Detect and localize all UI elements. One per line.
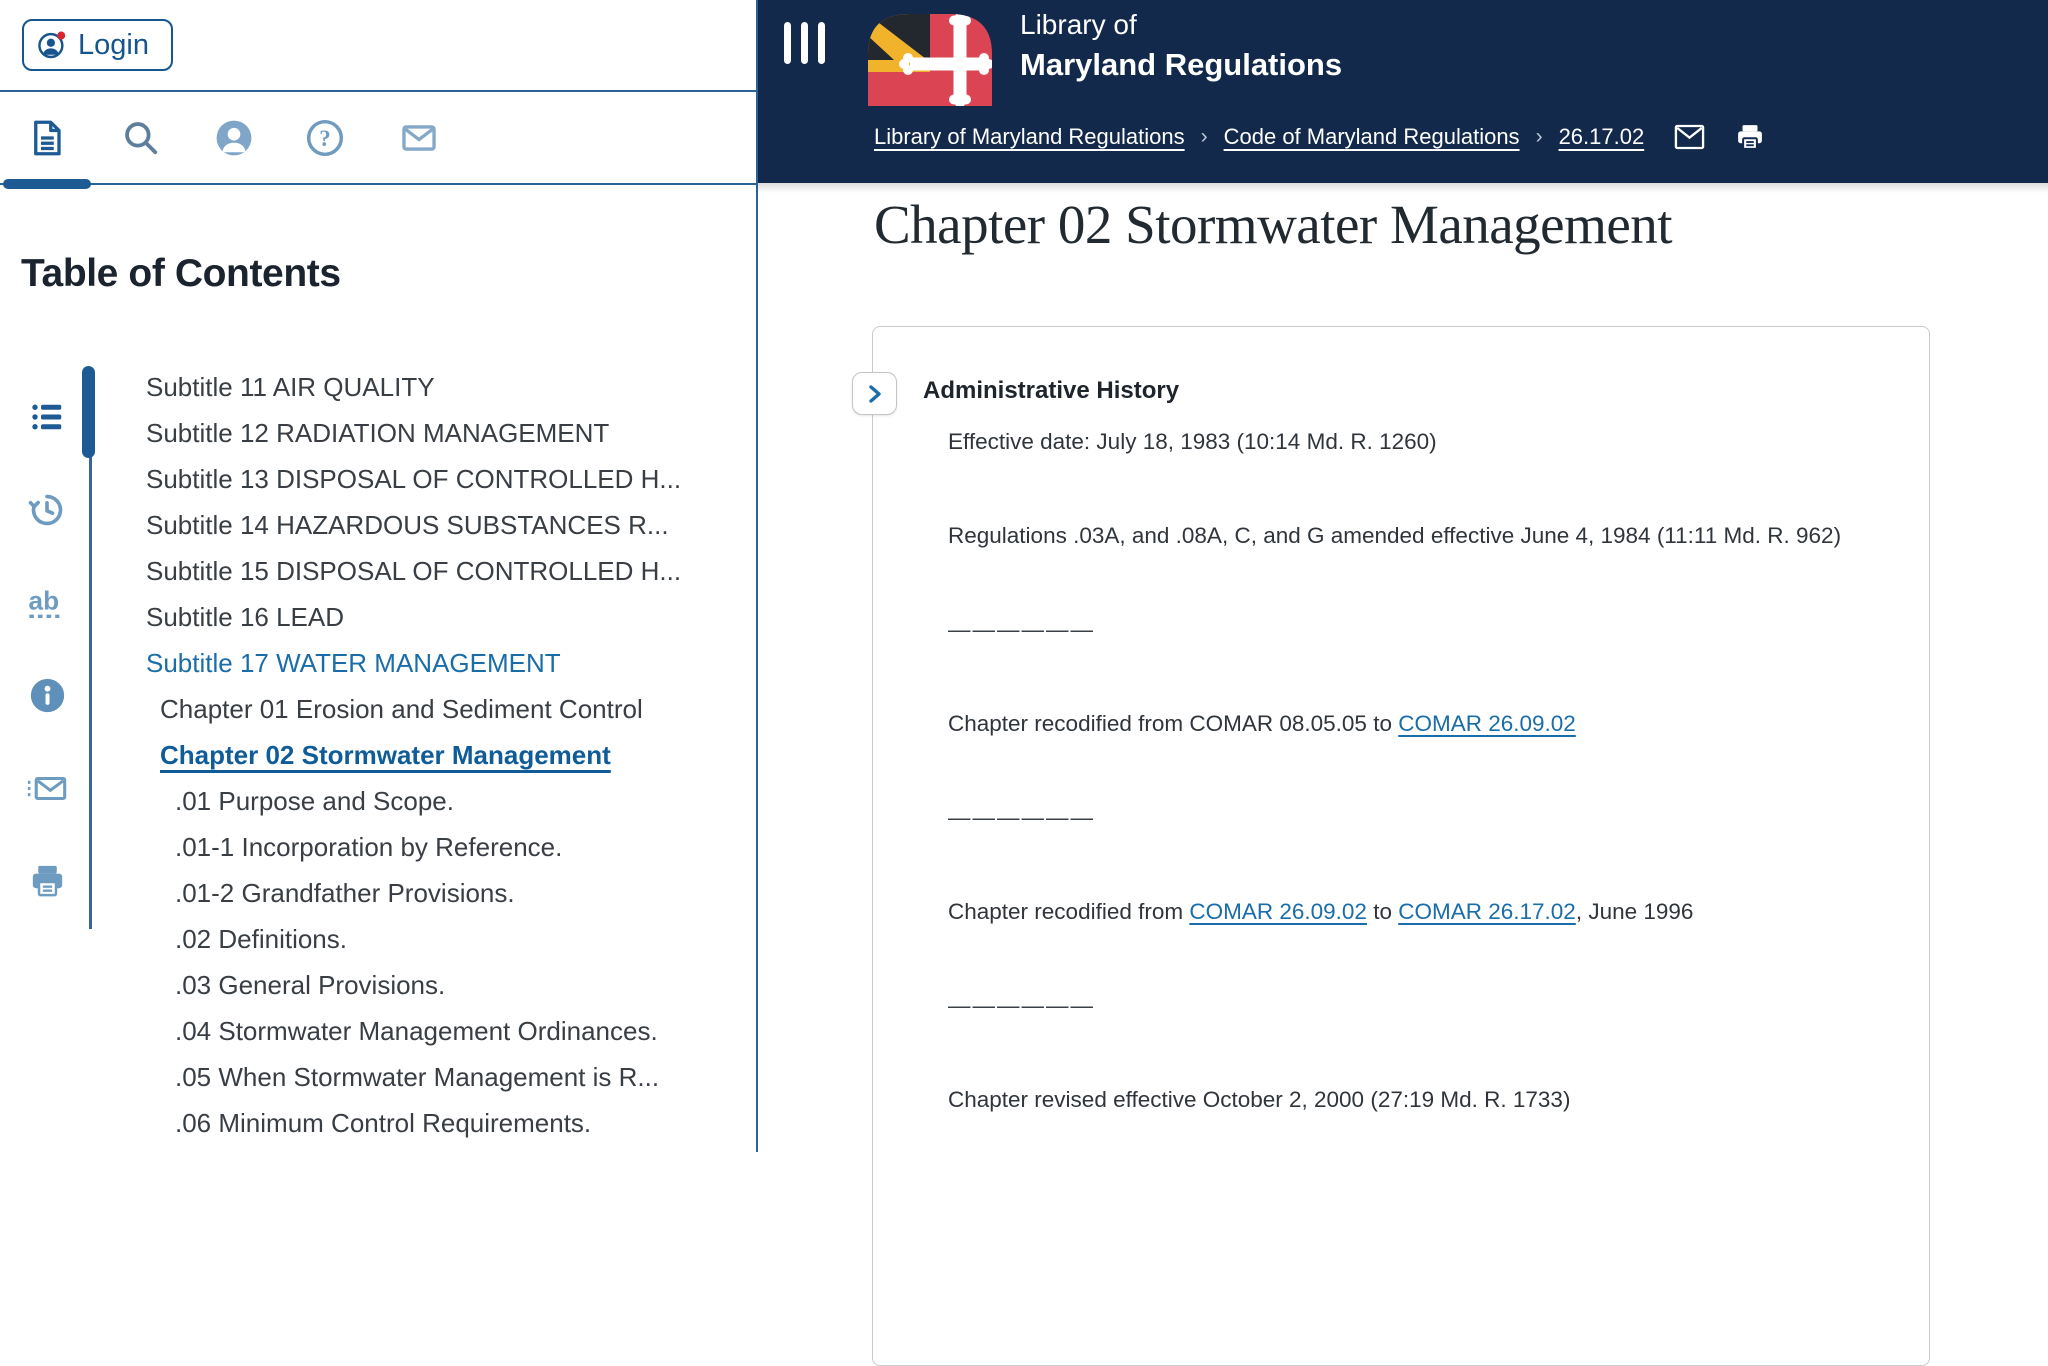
breadcrumb-link[interactable]: 26.17.02 [1558, 124, 1645, 149]
sidebar-tab-bar [0, 92, 756, 185]
search-icon [122, 119, 160, 157]
toc-item[interactable]: Subtitle 16 LEAD [146, 601, 345, 632]
print-page-icon[interactable] [1735, 122, 1765, 152]
email-page-icon[interactable] [1674, 124, 1705, 150]
brand-title [1020, 11, 1342, 80]
panel-title: Administrative History [923, 377, 1180, 404]
tab-search[interactable] [118, 114, 164, 162]
comar-link[interactable]: COMAR 26.17.02 [1398, 899, 1576, 924]
comar-link[interactable]: COMAR 26.09.02 [1189, 899, 1367, 924]
breadcrumb-separator: › [1535, 125, 1543, 148]
divider-dashes: —————— [948, 617, 1095, 642]
comar-link[interactable]: COMAR 26.09.02 [1398, 711, 1576, 736]
toc-item[interactable]: Chapter 01 Erosion and Sediment Control [160, 693, 643, 724]
toc-item[interactable]: .01 Purpose and Scope. [175, 785, 454, 816]
svg-text:?: ? [319, 125, 331, 151]
mail-icon [400, 119, 438, 157]
toc-item[interactable]: .01-2 Grandfather Provisions. [175, 877, 515, 908]
login-label: Login [78, 28, 149, 61]
breadcrumb-link[interactable]: Code of Maryland Regulations [1223, 124, 1520, 149]
account-icon [215, 119, 253, 157]
toc-item[interactable]: .06 Minimum Control Requirements. [175, 1107, 592, 1138]
history-paragraph: Effective date: July 18, 1983 (10:14 Md. R. 1260) [948, 429, 1437, 454]
toc-item[interactable]: Chapter 02 Stormwater Management [160, 739, 611, 770]
history-paragraph: Regulations .03A, and .08A, C, and G amended effective June 4, 1984 (11:11 Md. R. 962) [948, 523, 1842, 548]
brand-line2: Maryland Regulations [1020, 47, 1343, 82]
toc-item[interactable]: .01-1 Incorporation by Reference. [175, 831, 563, 862]
tab-account[interactable] [211, 114, 257, 162]
app-header [758, 0, 2048, 183]
divider-dashes: —————— [948, 805, 1095, 830]
tab-document[interactable] [24, 114, 70, 162]
login-button[interactable] [22, 19, 173, 71]
user-notification-icon [37, 30, 67, 60]
toc-item[interactable]: Subtitle 15 DISPOSAL OF CONTROLLED H... [146, 555, 682, 586]
toc-item[interactable]: .02 Definitions. [175, 923, 347, 954]
active-tab-indicator [3, 179, 91, 189]
toc-item[interactable]: Subtitle 12 RADIATION MANAGEMENT [146, 417, 610, 448]
administrative-history-panel [872, 326, 1930, 1366]
toc-item[interactable]: Subtitle 11 AIR QUALITY [146, 371, 435, 402]
menu-icon[interactable] [784, 22, 825, 64]
toc-item[interactable]: .04 Stormwater Management Ordinances. [175, 1015, 658, 1046]
breadcrumb-separator: › [1200, 125, 1208, 148]
tab-help[interactable] [302, 114, 348, 162]
page-title: Chapter 02 Stormwater Management [874, 194, 1673, 255]
history-paragraph: Chapter recodified from COMAR 08.05.05 to COMAR 26.09.02 [948, 711, 1576, 736]
help-icon [306, 119, 344, 157]
breadcrumb-link[interactable]: Library of Maryland Regulations [874, 124, 1185, 149]
brand-line1: Library of [1020, 9, 1137, 40]
main-content [758, 183, 2048, 1152]
login-row [0, 0, 756, 92]
divider-dashes: —————— [948, 993, 1095, 1018]
toc-item[interactable]: Subtitle 14 HAZARDOUS SUBSTANCES R... [146, 509, 669, 540]
collapse-panel-button[interactable] [852, 372, 897, 415]
maryland-flag-logo [864, 8, 996, 115]
toc-list [0, 364, 754, 1146]
breadcrumb [874, 122, 1765, 152]
left-panel [0, 0, 758, 1152]
toc-title: Table of Contents [21, 252, 341, 295]
panel-body [923, 418, 1877, 1123]
toc-item[interactable]: Subtitle 17 WATER MANAGEMENT [146, 647, 561, 678]
history-paragraph: Chapter recodified from COMAR 26.09.02 to COMAR 26.17.02, June 1996 [948, 899, 1694, 924]
history-paragraph: Chapter revised effective October 2, 2000 (27:19 Md. R. 1733) [948, 1087, 1571, 1112]
toc-item[interactable]: .05 When Stormwater Management is R... [175, 1061, 660, 1092]
chevron-right-icon [865, 383, 885, 405]
svg-text:ab: ab [28, 584, 60, 615]
toc-item[interactable]: .03 General Provisions. [175, 969, 446, 1000]
tab-contact[interactable] [396, 114, 442, 162]
file-text-icon [29, 118, 65, 158]
toc-item[interactable]: Subtitle 13 DISPOSAL OF CONTROLLED H... [146, 463, 682, 494]
